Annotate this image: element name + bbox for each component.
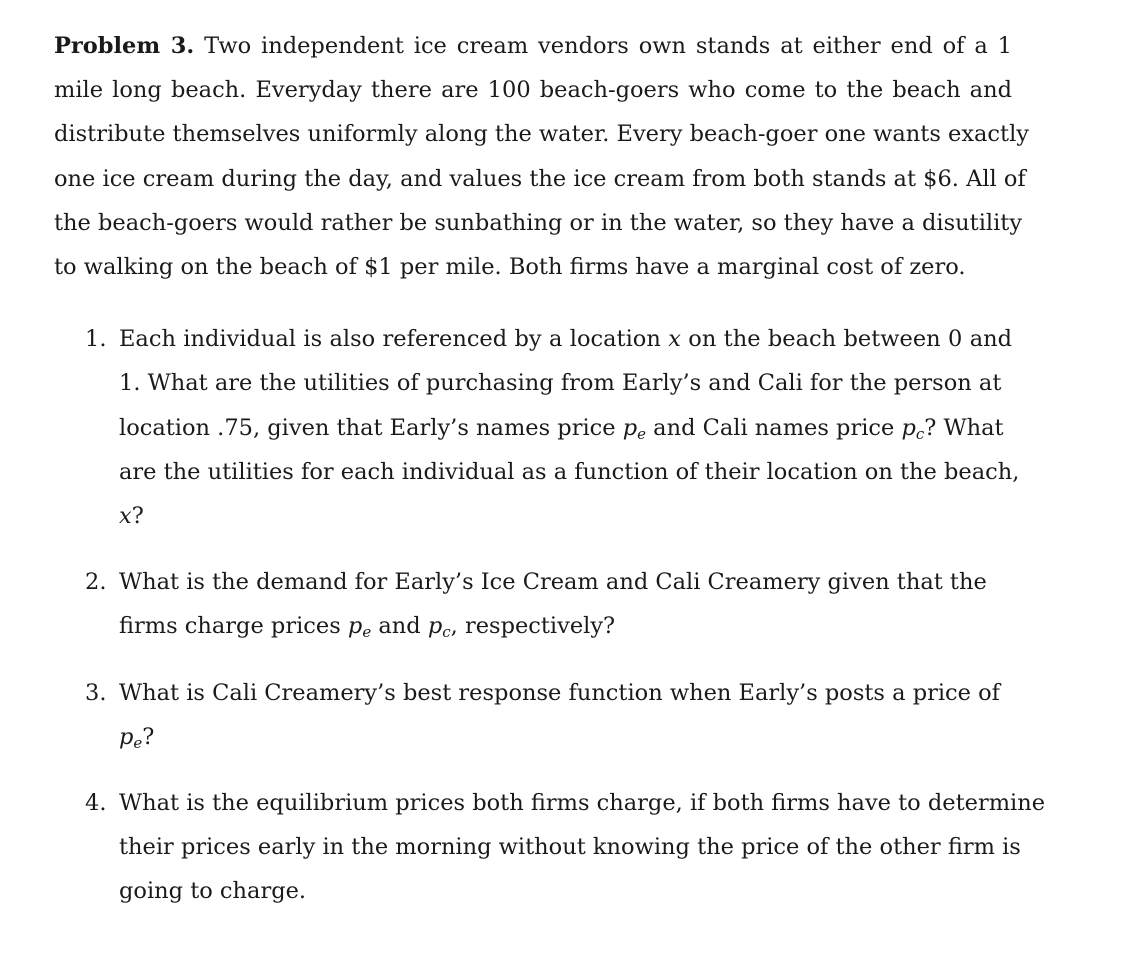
question-text: and xyxy=(371,613,428,640)
intro-line-1: Two independent ice cream vendors own stands at either end of a 1 xyxy=(204,33,1012,59)
intro-line-2: mile long beach. Everyday there are 100 beach-goers who come to the beach and xyxy=(54,77,1012,104)
math-price-c: $p_c$ xyxy=(901,414,925,443)
question-text: ? xyxy=(142,723,155,750)
question-text: What is the equilibrium prices both firms charge, if both firms have to determine xyxy=(119,790,1046,817)
question-text: are the utilities for each individual as a function of their location on the beach, xyxy=(119,458,1020,485)
question-text: firms charge prices xyxy=(119,613,348,640)
intro-line-6: to walking on the beach of $1 per mile. Both firms have a marginal cost of zero. xyxy=(54,254,966,281)
question-number: 3. xyxy=(85,679,107,706)
math-price-c: $p_c$ xyxy=(427,613,451,642)
problem-page xyxy=(54,24,1046,914)
math-variable: x xyxy=(119,503,132,530)
math-variable: x xyxy=(668,326,681,353)
intro-line-3: distribute themselves uniformly along the water. Every beach-goer one wants exactly xyxy=(54,121,1029,148)
question-text: 1. What are the utilities of purchasing from Early’s and Cali for the person at xyxy=(119,370,1002,397)
math-price-e: $p_e$ xyxy=(347,613,372,642)
intro-line-5: the beach-goers would rather be sunbathing or in the water, so they have a disutility xyxy=(54,209,1023,236)
question-number: 4. xyxy=(85,790,107,817)
problem-heading: Problem 3. xyxy=(54,33,195,59)
question-2 xyxy=(54,560,1012,648)
question-4 xyxy=(54,781,1046,914)
math-price-e: $p_e$ xyxy=(622,414,647,443)
question-number: 2. xyxy=(85,569,107,596)
question-text: What is Cali Creamery’s best response function when Early’s posts a price of xyxy=(119,679,1000,706)
question-text: going to charge. xyxy=(119,878,307,905)
question-text: their prices early in the morning without knowing the price of the other firm is xyxy=(119,834,1021,861)
question-text: ? What xyxy=(924,414,1004,441)
math-price-e: $p_e$ xyxy=(119,723,143,752)
problem-intro xyxy=(54,24,1029,289)
question-text: and Cali names price xyxy=(646,414,902,441)
question-text: ? xyxy=(131,503,144,530)
question-text: Each individual is also referenced by a location xyxy=(119,326,669,353)
intro-line-4: one ice cream during the day, and values the ice cream from both stands at $6. All of xyxy=(54,165,1026,192)
question-3 xyxy=(54,671,1012,759)
question-1 xyxy=(54,317,1020,538)
question-number: 1. xyxy=(85,326,107,353)
question-text: , respectively? xyxy=(450,613,616,640)
question-text: on the beach between 0 and xyxy=(680,326,1012,353)
question-list xyxy=(54,317,1046,913)
question-text: What is the demand for Early’s Ice Cream and Cali Creamery given that the xyxy=(119,569,987,596)
question-text: location .75, given that Early’s names price xyxy=(119,414,623,441)
